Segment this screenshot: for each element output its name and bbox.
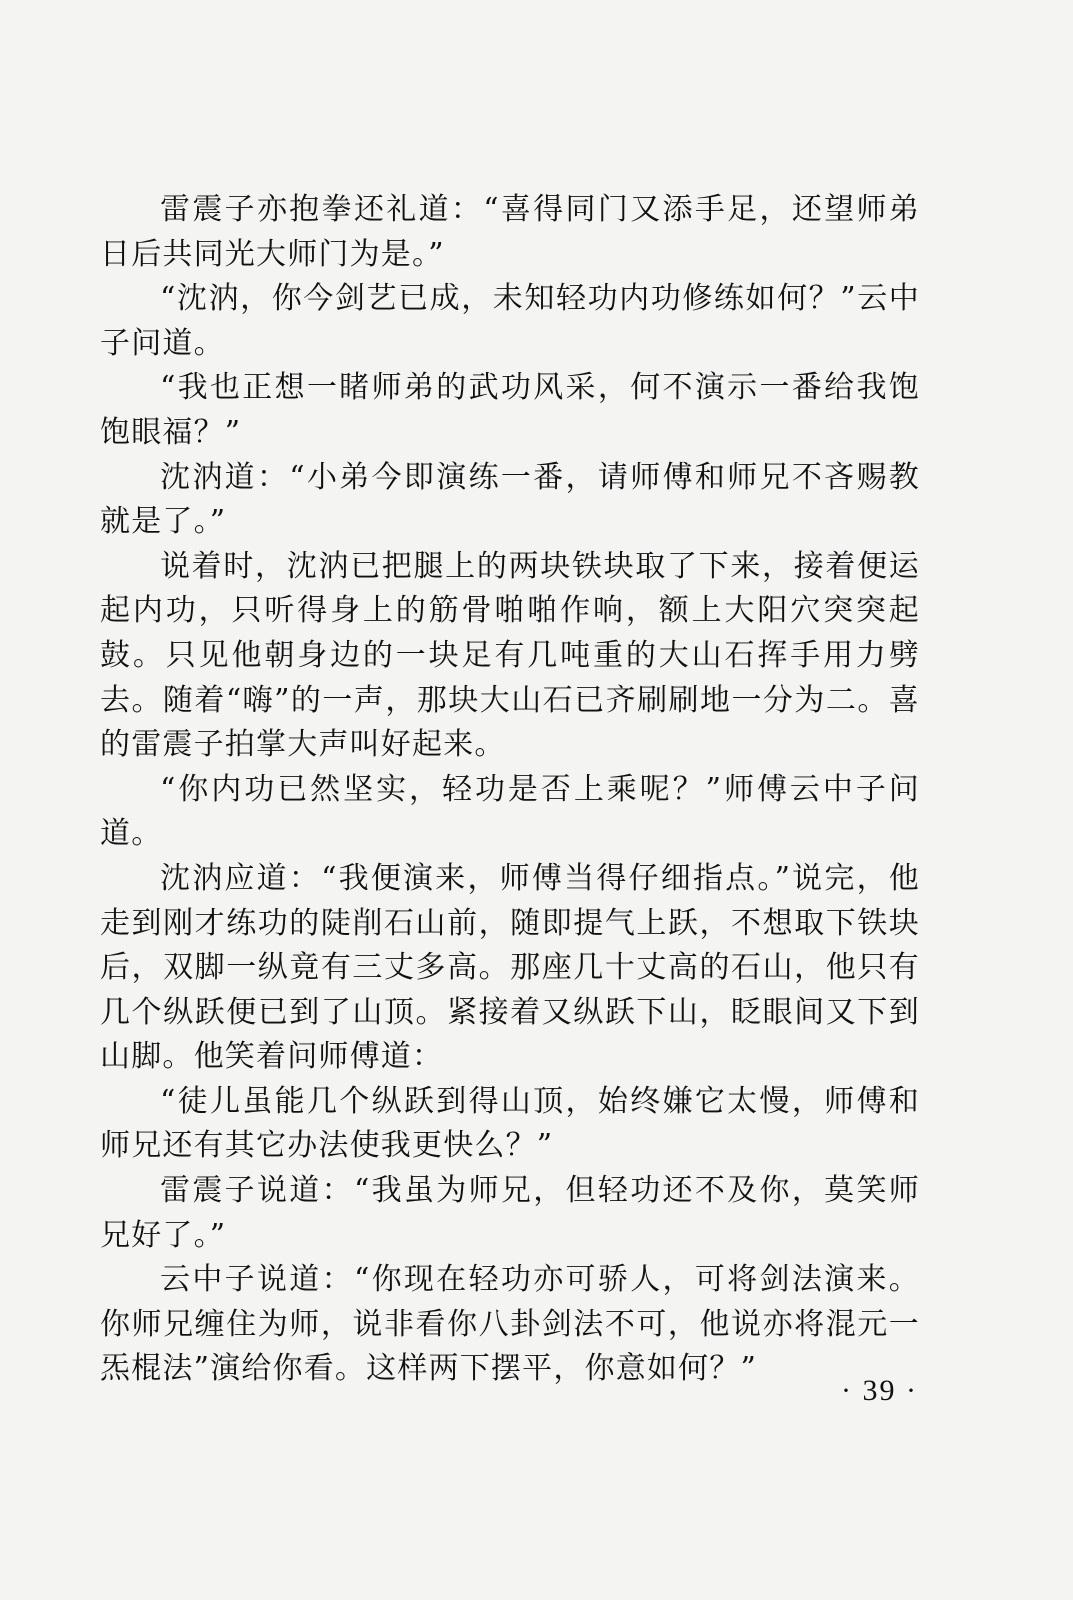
paragraph-5: 说着时，沈汭已把腿上的两块铁块取了下来，接着便运起内功，只听得身上的筋骨啪啪作响，额上大阳穴突突起鼓。只见他朝身边的一块足有几吨重的大山石挥手用力劈去。随着“嗨”的一声，那块大山石已齐刷刷地一分为二。喜的雷震子拍掌大声叫好起来。 [100, 548, 920, 763]
paragraph-3: “我也正想一睹师弟的武功风采，何不演示一番给我饱饱眼福？” [100, 370, 920, 450]
body-text [100, 188, 920, 1392]
paragraph-7: 沈汭应道：“我便演来，师傅当得仔细指点。”说完，他走到刚才练功的陡削石山前，随即提气上跃，不想取下铁块后，双脚一纵竟有三丈多高。那座几十丈高的石山，他只有几个纵跃便已到了山顶。紧接着又纵跃下山，眨眼间又下到山脚。他笑着问师傅道： [100, 860, 920, 1075]
paragraph-4: 沈汭道：“小弟今即演练一番，请师傅和师兄不吝赐教就是了。” [100, 459, 920, 540]
paragraph-1: 雷震子亦抱拳还礼道：“喜得同门又添手足，还望师弟日后共同光大师门为是。” [100, 192, 920, 272]
paragraph-6: “你内功已然坚实，轻功是否上乘呢？”师傅云中子问道。 [100, 771, 920, 852]
page-number: · 39 · [841, 1374, 918, 1407]
paragraph-10: 云中子说道：“你现在轻功亦可骄人，可将剑法演来。你师兄缠住为师，说非看你八卦剑法不可，他说亦将混元一炁棍法”演给你看。这样两下摆平，你意如何？” [100, 1262, 920, 1387]
paragraph-9: 雷震子说道：“我虽为师兄，但轻功还不及你，莫笑师兄好了。” [100, 1173, 920, 1253]
paragraph-2: “沈汭，你今剑艺已成，未知轻功内功修练如何？”云中子问道。 [100, 281, 920, 361]
paragraph-8: “徒儿虽能几个纵跃到得山顶，始终嫌它太慢，师傅和师兄还有其它办法使我更快么？” [100, 1083, 920, 1164]
